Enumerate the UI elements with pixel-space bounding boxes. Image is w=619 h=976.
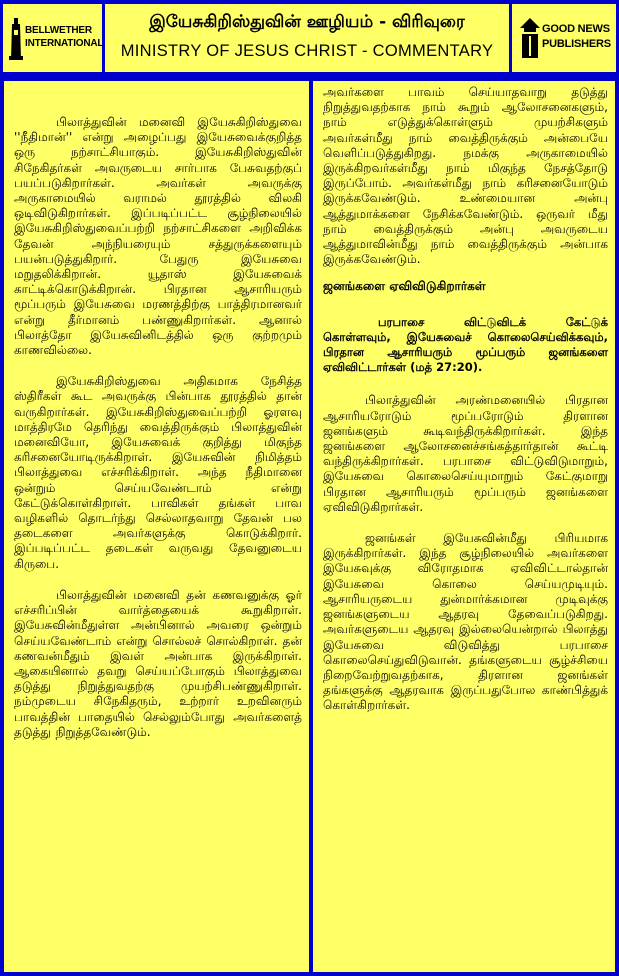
section-heading: ஜனங்களை ஏவிவிடுகிறார்கள் — [323, 279, 486, 294]
good-news-logo-text: GOOD NEWS PUBLISHERS — [542, 23, 611, 50]
header-bar — [0, 0, 619, 78]
good-news-logo — [512, 4, 616, 72]
right-paragraph-1: அவர்களை பாவம் செய்யாதவாறு தடுத்து நிறுத்துவதற்காக நாம் கூறும் ஆலோசனைகளும், நாம் எடுத்துக்கொள்ளும் முயற்சிகளும் அவர்கள்மீது நாம் வைத்திருக்கும் அன்பையே வெளிப்படுத்துகிறது. நமக்கு அருகாமையில் இருக்கிறவர்கள்மீது நாம் மிகுந்த நேசத்தோடு இருப்போம். அவர்கள்மீது நாம் கரிசனையோடும் இருக்கவேண்டும். உண்மையான அன்பு ஆத்துமாக்களை நேசிக்கவேண்டும். ஒருவர் மீது நாம் வைத்திருக்கும் அன்பு அவருடைய ஆத்துமாவின்மீது நாம் வைத்திருக்கும் அன்பாக இருக்கவேண்டும். — [323, 85, 608, 267]
left-paragraph-3: பிலாத்துவின் மனைவி தன் கணவனுக்கு ஓர் எச்சரிப்பின் வார்த்தையைக் கூறுகிறாள். இயேசுவின்மீதுள்ள அன்பினால் அவரை ஒன்றும் செய்யவேண்டாம் என்று சொல்லச் சொல்கிறாள். தன் கணவன்மீதும் இவள் அன்பாக இருக்கிறாள். ஆகையினால் தவறு செய்யப்போகும் பிலாத்துவை தடுத்து நிறுத்துவதற்கு முயற்சிபண்ணுகிறாள். நம்முடைய சிநேகிதரும், உற்றார் உறவினரும் பாவத்தின் பாதையில் செல்லும்போது அவர்களைத் தடுத்து நிறுத்தவேண்டும். — [14, 587, 302, 739]
title-box — [105, 4, 509, 72]
title-english: MINISTRY OF JESUS CHRIST - COMMENTARY — [120, 42, 494, 60]
right-paragraph-2: பிலாத்துவின் அரண்மனையில் பிரதான ஆசாரியரோடும் மூப்பரோடும் திரளான ஜனங்களும் கூடிவந்திருக்கிறார்கள். இந்த ஜனங்களை ஆலோசனைச்சங்கத்தார்தான் கூட்டி வந்திருக்கிறார்கள். பரபாசை விட்டுவிடுமாறும், இயேசுவை கொலைசெய்யுமாறும் கேட்குமாறு பிரதான ஆசாரியரும் மூப்பரும் ஜனங்களை ஏவிவிடுகிறார்கள். — [323, 393, 608, 514]
tower-icon — [9, 18, 23, 60]
left-paragraph-1: பிலாத்துவின் மனைவி இயேசுகிறிஸ்துவை ''நீதிமான்'' என்று அழைப்பது இயேசுவைக்குறித்த ஒரு நற்சாட்சியாகும். இயேசுகிறிஸ்துவின் சிநேகிதர்கள் அவருடைய சார்பாக பேசுவதற்குப் பயப்படுகிறார்கள். அவர்கள் அவருக்கு அருகாமையில் வராமல் தூரத்தில் விலகி ஒடிவிடுகிறார்கள். இப்படிப்பட்ட சூழ்நிலையில் இயேசுகிறிஸ்துவைப்பற்றி நற்சாட்சிகளை அறிவிக்க தேவன் அந்நியரையும் சத்துருக்களையும் பயன்படுத்துகிறார். பேதுரு இயேசுவை மறுதலிக்கிறான். யூதாஸ் இயேசுவைக் காட்டிக்கொடுக்கிறான். பிரதான ஆசாரியரும் மூப்பரும் இயேசுவை மரணத்திற்கு பாத்திரமானவர் என்று தீர்மானம் பண்ணுகிறார்கள். ஆனால் பிலாத்தோ இயேசுவினிடத்தில் ஒரு குற்றமும் காணவில்லை. — [14, 115, 302, 358]
book-icon — [520, 18, 540, 58]
left-paragraph-2: இயேசுகிறிஸ்துவை அதிகமாக நேசித்த ஸ்திரீகள் கூட அவருக்கு பின்பாக தூரத்தில் தான் வருகிறார்கள். இயேசுகிறிஸ்துவைப்பற்றி ஓரளவு மாத்திரமே தெரிந்து வைத்திருக்கும் பிலாத்துவின் மனைவியோ, இயேசுவைக் குறித்து மிகுந்த கரிசனையோடிருக்கிறாள். இயேசுவின் நிமித்தம் பிலாத்துவை எச்சரிக்கிறாள். அந்த நீதிமானை ஒன்றும் செய்யவேண்டாம் என்று கேட்டுக்கொள்கிறாள். பாவிகள் தங்கள் பாவ வழிகளில் தொடர்ந்து செல்லாதவாறு தேவன் பல தடைகளை அவர்களுக்கு கொடுக்கிறார். இப்படிப்பட்ட தடைகள் வருவது தேவனுடைய கிருபை. — [14, 374, 302, 571]
scripture-verse: பரபாசை விட்டுவிடக் கேட்டுக் கொள்ளவும், இயேசுவைச் கொலைசெய்விக்கவும், பிரதான ஆசாரியரும் மூப்பரும் ஜனங்களை ஏவிவிட்டார்கள் (மத் 27:20). — [323, 314, 608, 375]
right-column — [313, 81, 615, 972]
title-tamil: இயேசுகிறிஸ்துவின் ஊழியம் - விரிவுரை — [149, 12, 465, 32]
bellwether-logo — [3, 4, 102, 72]
right-paragraph-3: ஜனங்கள் இயேசுவின்மீது பிரியமாக இருக்கிறார்கள். இந்த சூழ்நிலையில் அவர்களை இயேசுவுக்கு விரோதமாக ஏவிவிட்டால்தான் இயேசுவை கொலை செய்யமுடியும். ஆசாரியருடைய துன்மார்க்கமான முடிவுக்கு ஜனங்களுடைய ஆதரவு தேவைப்படுகிறது. அவர்களுடைய ஆதரவு இல்லையென்றால் பிலாத்து இயேசுவை விடுவித்து பரபாசை கொலைசெய்துவிடுவான். தங்களுடைய சூழ்ச்சியை நிறைவேற்றுவதற்காக, திரளான ஜனங்கள் தங்களுக்கு ஆதரவாக இருப்பதுபோல காண்பித்துக் கொள்கிறார்கள். — [323, 531, 608, 713]
bellwether-logo-text: BELLWETHER INTERNATIONAL — [25, 25, 104, 49]
left-column — [4, 81, 309, 972]
